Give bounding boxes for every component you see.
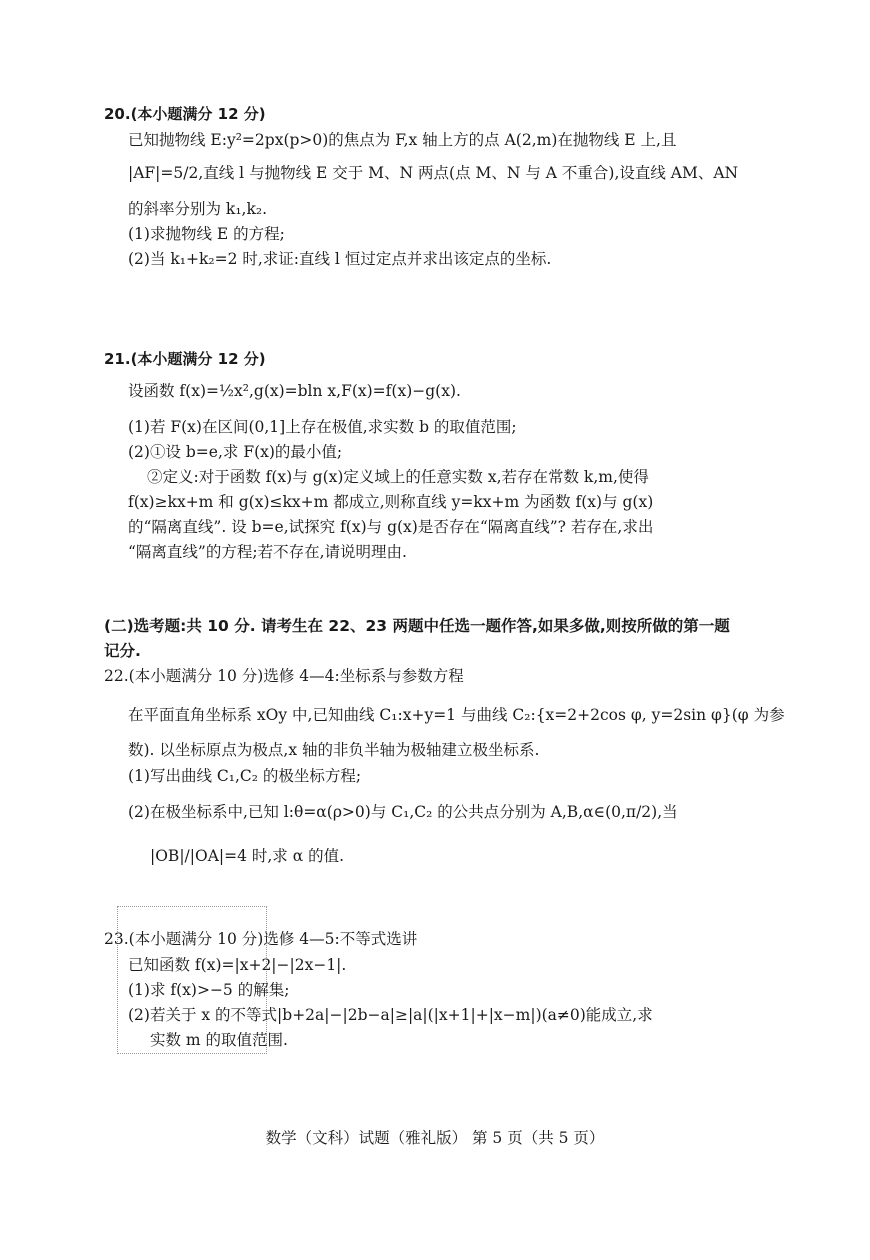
q20-heading: 20.(本小题满分 12 分): [104, 105, 266, 123]
q21-line-1: 设函数 f(x)=½x²,g(x)=bln x,F(x)=f(x)−g(x).: [128, 382, 461, 400]
q22-part-2-line-2: |OB|/|OA|=4 时,求 α 的值.: [150, 847, 345, 865]
q23-heading: 23.(本小题满分 10 分)选修 4—5:不等式选讲: [104, 930, 418, 948]
q20-line-3: 的斜率分别为 k₁,k₂.: [128, 200, 267, 218]
q21-heading: 21.(本小题满分 12 分): [104, 350, 266, 368]
q21-part-3-line-1: ②定义:对于函数 f(x)与 g(x)定义域上的任意实数 x,若存在常数 k,m,使得: [147, 468, 649, 486]
section-heading-line-2: 记分.: [104, 642, 141, 660]
q21-part-3-line-3: 的“隔离直线”. 设 b=e,试探究 f(x)与 g(x)是否存在“隔离直线”? 若存在,求出: [128, 518, 654, 536]
q23-part-1: (1)求 f(x)>−5 的解集;: [128, 981, 290, 999]
q23-part-2: (2)若关于 x 的不等式|b+2a|−|2b−a|≥|a|(|x+1|+|x−m|)(a≠0)能成立,求: [128, 1006, 653, 1024]
q20-part-1: (1)求抛物线 E 的方程;: [128, 225, 285, 243]
q23-line-1: 已知函数 f(x)=|x+2|−|2x−1|.: [128, 956, 347, 974]
q23-part-2-line-2: 实数 m 的取值范围.: [150, 1031, 288, 1049]
q20-line-2: |AF|=5/2,直线 l 与抛物线 E 交于 M、N 两点(点 M、N 与 A 不重合),设直线 AM、AN: [128, 164, 739, 182]
q21-part-3-line-2: f(x)≥kx+m 和 g(x)≤kx+m 都成立,则称直线 y=kx+m 为函数 f(x)与 g(x): [128, 493, 654, 511]
q22-line-1: 在平面直角坐标系 xOy 中,已知曲线 C₁:x+y=1 与曲线 C₂:{x=2+2cos φ, y=2sin φ}(φ 为参: [128, 706, 785, 724]
section-heading-line-1: (二)选考题:共 10 分. 请考生在 22、23 两题中任选一题作答,如果多做,则按所做的第一题: [104, 617, 730, 635]
page-footer: 数学（文科）试题（雅礼版） 第 5 页（共 5 页）: [265, 1129, 605, 1147]
q20-line-1: 已知抛物线 E:y²=2px(p>0)的焦点为 F,x 轴上方的点 A(2,m)在抛物线 E 上,且: [128, 131, 677, 149]
q22-part-2: (2)在极坐标系中,已知 l:θ=α(ρ>0)与 C₁,C₂ 的公共点分别为 A,B,α∈(0,π/2),当: [128, 803, 678, 821]
q21-part-2: (2)①设 b=e,求 F(x)的最小值;: [128, 443, 343, 461]
q22-line-2: 数). 以坐标原点为极点,x 轴的非负半轴为极轴建立极坐标系.: [128, 741, 540, 759]
q22-part-1: (1)写出曲线 C₁,C₂ 的极坐标方程;: [128, 767, 362, 785]
q22-heading: 22.(本小题满分 10 分)选修 4—4:坐标系与参数方程: [104, 667, 464, 685]
q21-part-1: (1)若 F(x)在区间(0,1]上存在极值,求实数 b 的取值范围;: [128, 418, 517, 436]
q21-part-3-line-4: “隔离直线”的方程;若不存在,请说明理由.: [128, 543, 407, 561]
q20-part-2: (2)当 k₁+k₂=2 时,求证:直线 l 恒过定点并求出该定点的坐标.: [128, 250, 552, 268]
